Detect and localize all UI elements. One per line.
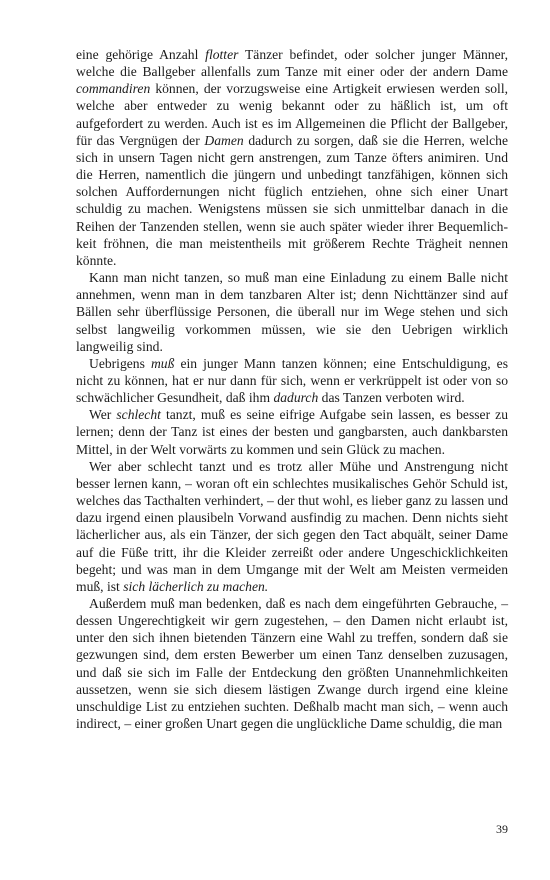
emphasis-text: schlecht	[116, 407, 161, 423]
page-number: 39	[496, 822, 508, 836]
emphasis-text: flotter	[205, 47, 239, 62]
text-run: können, der vorzugsweise eine Artigkeit erwiesen werden soll, welche aber entweder zu wenig bekannt oder zu häßlich ist, um oft aufgefordert zu werden. Auch ist es im Allgemeinen die Pflicht der Ballgeber, für das Vergnügen der	[76, 81, 508, 148]
text-run: Wer aber schlecht tanzt und es trotz aller Mühe und Anstrengung nicht besser lernen kann, – woran oft ein schlechtes musikalisches Gehör Schuld ist, welches das Tacthalten verhindert, – der thut wohl, es lieber ganz zu lassen und dazu irgend einen plausibeln Vorwand ausfindig zu machen. Denn nichts sieht lächerlicher aus, als ein Tänzer, der sich gegen den Tact abquält, seiner Dame auf die Füße tritt, ihr die Kleider zerreißt oder andere Ungeschicklichkeiten begeht; und was man in dem Umgange mit der Welt am Meisten vermeiden muß, ist	[76, 458, 508, 594]
emphasis-text: muß	[150, 355, 175, 371]
text-run: Uebrigens	[89, 355, 151, 371]
text-run: Wer	[89, 407, 117, 423]
text-run: dadurch zu sorgen, daß sie die Herren, welche sich in unsern Tagen nicht gern anstrengen, zum Tanze öfters animiren. Und die Herren, namentlich die jüngern und unbedingt tanzfähigen, können sich solchen Auffordernungen nicht füglich entziehen, ohne sich einer Unart schuldig zu machen. Wenigstens müssen sie sich unmittelbar danach in die Reihen der Tanzenden stellen, wenn sie auch später wieder ihrer Bequemlichkeit fröhnen, die man meistentheils mit größerem Rechte Trägheit nennen könnte.	[76, 132, 508, 268]
paragraph	[76, 458, 508, 595]
paragraph	[76, 46, 508, 269]
text-run: Tänzer befindet, oder solcher junger Männer, welche die Ballgeber allenfalls zum Tanze mit einer oder der andern Dame	[76, 47, 509, 80]
paragraph	[76, 269, 508, 355]
paragraph	[76, 595, 508, 732]
text-run: das Tanzen verboten wird.	[318, 390, 465, 406]
text-run: ein junger Mann tanzen können; eine Entschuldigung, es nicht zu können, hat er nur dann für sich, wenn er verkrüppelt ist oder von so schwächlicher Gesundheit, daß ihm	[76, 355, 508, 406]
body-text	[76, 46, 508, 732]
emphasis-text: sich lächerlich zu machen.	[123, 578, 269, 594]
text-run: tanzt, muß es seine eifrige Aufgabe sein lassen, es besser zu lernen; denn der Tanz ist eines der besten und gangbarsten, auch dankbarsten Mittel, in der Welt vorwärts zu kommen und sein Glück zu machen.	[76, 407, 508, 457]
emphasis-text: Damen	[204, 132, 244, 148]
emphasis-text: commandiren	[76, 81, 151, 97]
text-run: Außerdem muß man bedenken, daß es nach dem eingeführten Gebrauche, – dessen Ungerechtigkeit wir gern zugestehen, – den Damen nicht erlaubt ist, unter den sich ihnen bietenden Tänzern eine Wahl zu treffen, sondern daß sie gezwungen sind, dem ersten Bewerber um einen Tanz denselben zuzusagen, und daß sie sich im Falle der Entdeckung den größten Unannehmlichkeiten aussetzen, wenn sie sich diesem lästigen Zwange durch irgend eine kleine unschuldige List zu entziehen suchten. Deßhalb macht man sich, – wenn auch indirect, – einer großen Unart gegen die unglückliche Dame schuldig, die man	[76, 596, 508, 732]
text-run: Kann man nicht tanzen, so muß man eine Einladung zu einem Balle nicht annehmen, wenn man in dem tanzbaren Alter ist; denn Nichttänzer sind auf Bällen sehr überflüssige Personen, die überall nur im Wege stehen und sich selbst langweilig vorkommen müssen, wie sie den Uebrigen wirklich langweilig sind.	[76, 270, 508, 354]
emphasis-text: dadurch	[273, 390, 319, 406]
paragraph	[76, 406, 508, 457]
paragraph	[76, 355, 508, 406]
text-run: eine gehörige Anzahl	[76, 47, 206, 62]
